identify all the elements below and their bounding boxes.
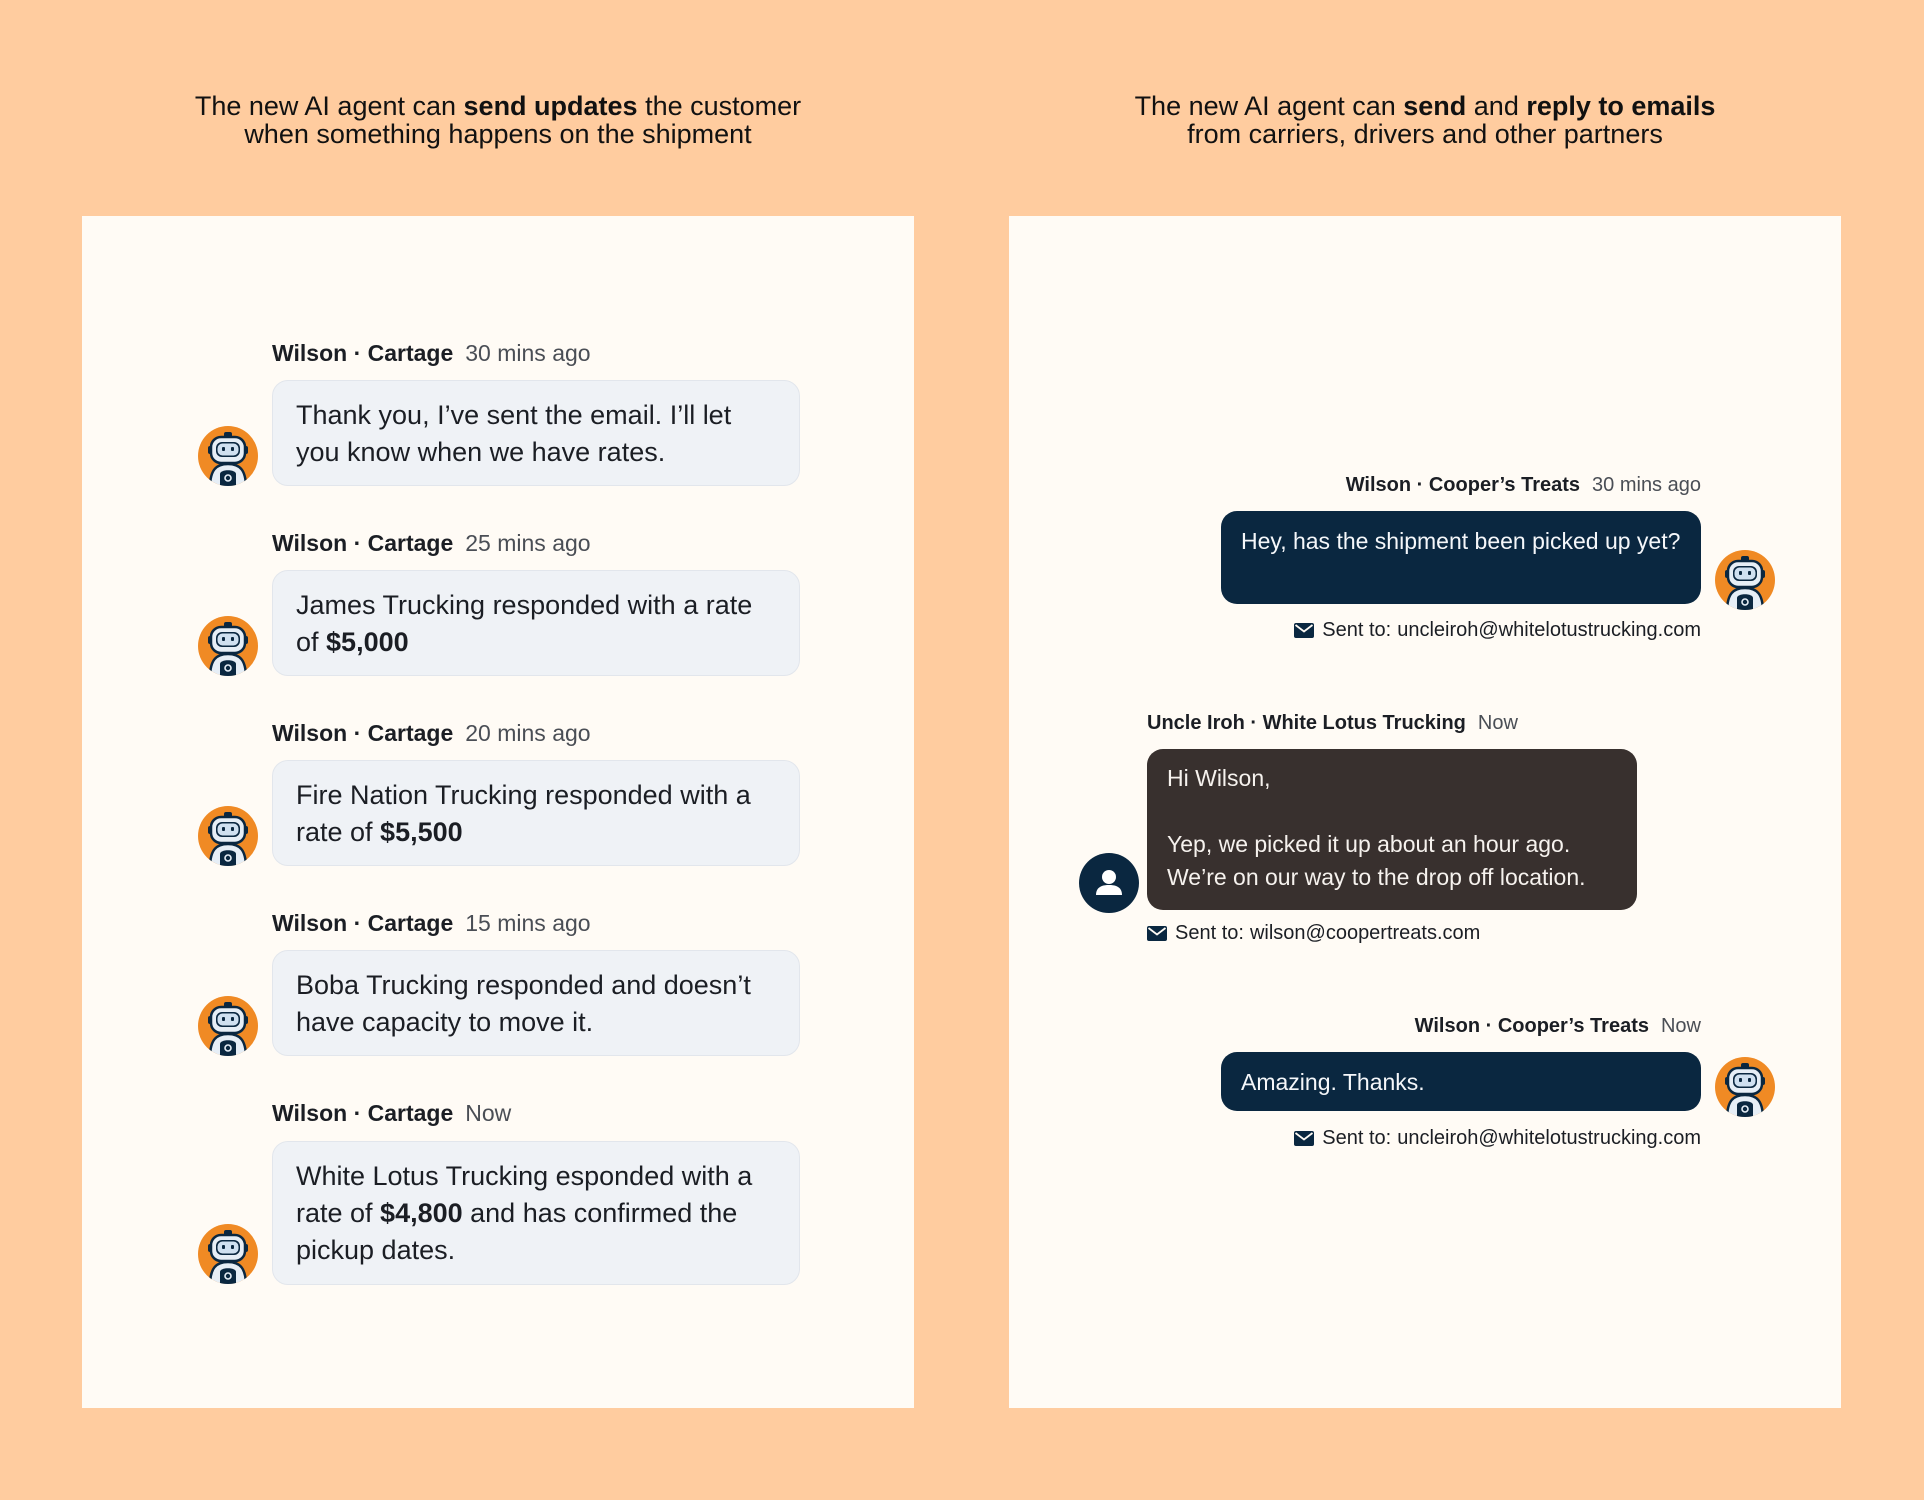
message-bubble bbox=[272, 380, 800, 486]
message-bubble bbox=[1147, 749, 1637, 910]
message-bubble bbox=[1221, 1052, 1701, 1111]
message-meta bbox=[272, 340, 591, 367]
robot-icon bbox=[198, 1224, 258, 1284]
message-text: Amazing. Thanks. bbox=[1241, 1069, 1425, 1095]
sender-name: Wilson · Cartage bbox=[272, 340, 454, 366]
robot-icon bbox=[198, 426, 258, 486]
message-time: Now bbox=[465, 1100, 512, 1126]
message-text: Thank you, I’ve sent the email. I’ll let you know when we have rates. bbox=[296, 400, 732, 467]
caption-text: when something happens on the shipment bbox=[244, 119, 752, 149]
robot-icon bbox=[1715, 1057, 1769, 1111]
sent-to-email[interactable]: wilson@coopertreats.com bbox=[1249, 922, 1481, 944]
message-meta bbox=[272, 1100, 511, 1127]
message-bubble bbox=[1221, 511, 1701, 604]
message-meta bbox=[1346, 474, 1701, 497]
rate-amount: $5,000 bbox=[326, 627, 409, 657]
robot-icon bbox=[198, 616, 258, 676]
message-text: White Lotus Trucking esponded with a rate of bbox=[296, 1161, 753, 1228]
caption-bold: reply to emails bbox=[1526, 91, 1716, 121]
message-text: Boba Trucking responded and doesn’t have capacity to move it. bbox=[296, 970, 751, 1037]
robot-icon bbox=[198, 996, 258, 1056]
sender-name: Wilson · Cartage bbox=[272, 910, 454, 936]
person-icon bbox=[1079, 853, 1133, 907]
message-text: and has confirmed the pickup dates. bbox=[296, 1198, 738, 1265]
message-time: 30 mins ago bbox=[1592, 474, 1701, 496]
message-meta bbox=[1147, 712, 1518, 735]
customer-updates-panel bbox=[82, 216, 914, 1408]
message-bubble bbox=[272, 760, 800, 866]
left-caption bbox=[82, 92, 914, 148]
message-time: Now bbox=[1660, 1015, 1701, 1037]
sender-name: Wilson · Cartage bbox=[272, 1100, 454, 1126]
email-thread-panel bbox=[1009, 216, 1841, 1408]
rate-amount: $5,500 bbox=[380, 817, 463, 847]
sent-to bbox=[1294, 619, 1701, 642]
caption-text: and bbox=[1466, 91, 1527, 121]
sent-to-email[interactable]: uncleiroh@whitelotustrucking.com bbox=[1397, 619, 1701, 641]
caption-text: the customer bbox=[637, 91, 802, 121]
sender-name: Wilson · Cartage bbox=[272, 720, 454, 746]
sent-to-email[interactable]: uncleiroh@whitelotustrucking.com bbox=[1397, 1127, 1701, 1149]
message-bubble bbox=[272, 570, 800, 676]
message-time: 30 mins ago bbox=[465, 340, 591, 366]
message-time: 15 mins ago bbox=[465, 910, 591, 936]
rate-amount: $4,800 bbox=[380, 1198, 463, 1228]
message-text: Fire Nation Trucking responded with a rate of bbox=[296, 780, 751, 847]
message-time: 20 mins ago bbox=[465, 720, 591, 746]
message-meta bbox=[272, 910, 591, 937]
mail-icon bbox=[1147, 926, 1167, 941]
sent-to bbox=[1294, 1127, 1701, 1150]
message-meta bbox=[1415, 1015, 1701, 1038]
message-time: Now bbox=[1477, 712, 1518, 734]
sender-name: Wilson · Cooper’s Treats bbox=[1345, 474, 1581, 496]
caption-bold: send bbox=[1403, 91, 1467, 121]
robot-icon bbox=[1715, 550, 1769, 604]
sender-name: Wilson · Cartage bbox=[272, 530, 454, 556]
sent-to-label: Sent to: bbox=[1175, 922, 1244, 944]
message-text: Hey, has the shipment been picked up yet? bbox=[1241, 528, 1681, 554]
sender-name: Uncle Iroh · White Lotus Trucking bbox=[1147, 712, 1466, 734]
sender-name: Wilson · Cooper’s Treats bbox=[1414, 1015, 1649, 1037]
right-caption bbox=[1009, 92, 1841, 148]
message-line: We’re on our way to the drop off location. bbox=[1167, 864, 1586, 890]
sent-to bbox=[1147, 922, 1480, 945]
caption-bold: send updates bbox=[463, 91, 638, 121]
message-text: James Trucking responded with a rate of bbox=[296, 590, 753, 657]
message-meta bbox=[272, 530, 591, 557]
message-bubble bbox=[272, 950, 800, 1056]
mail-icon bbox=[1294, 623, 1314, 638]
sent-to-label: Sent to: bbox=[1322, 619, 1392, 641]
message-line bbox=[1167, 795, 1617, 828]
mail-icon bbox=[1294, 1131, 1314, 1146]
message-line: Hi Wilson, bbox=[1167, 765, 1271, 791]
message-bubble bbox=[272, 1141, 800, 1285]
caption-text: The new AI agent can bbox=[1134, 91, 1404, 121]
sent-to-label: Sent to: bbox=[1322, 1127, 1392, 1149]
caption-text: from carriers, drivers and other partners bbox=[1187, 119, 1663, 149]
caption-text: The new AI agent can bbox=[194, 91, 464, 121]
message-meta bbox=[272, 720, 591, 747]
robot-icon bbox=[198, 806, 258, 866]
message-time: 25 mins ago bbox=[465, 530, 591, 556]
message-line: Yep, we picked it up about an hour ago. bbox=[1167, 831, 1571, 857]
